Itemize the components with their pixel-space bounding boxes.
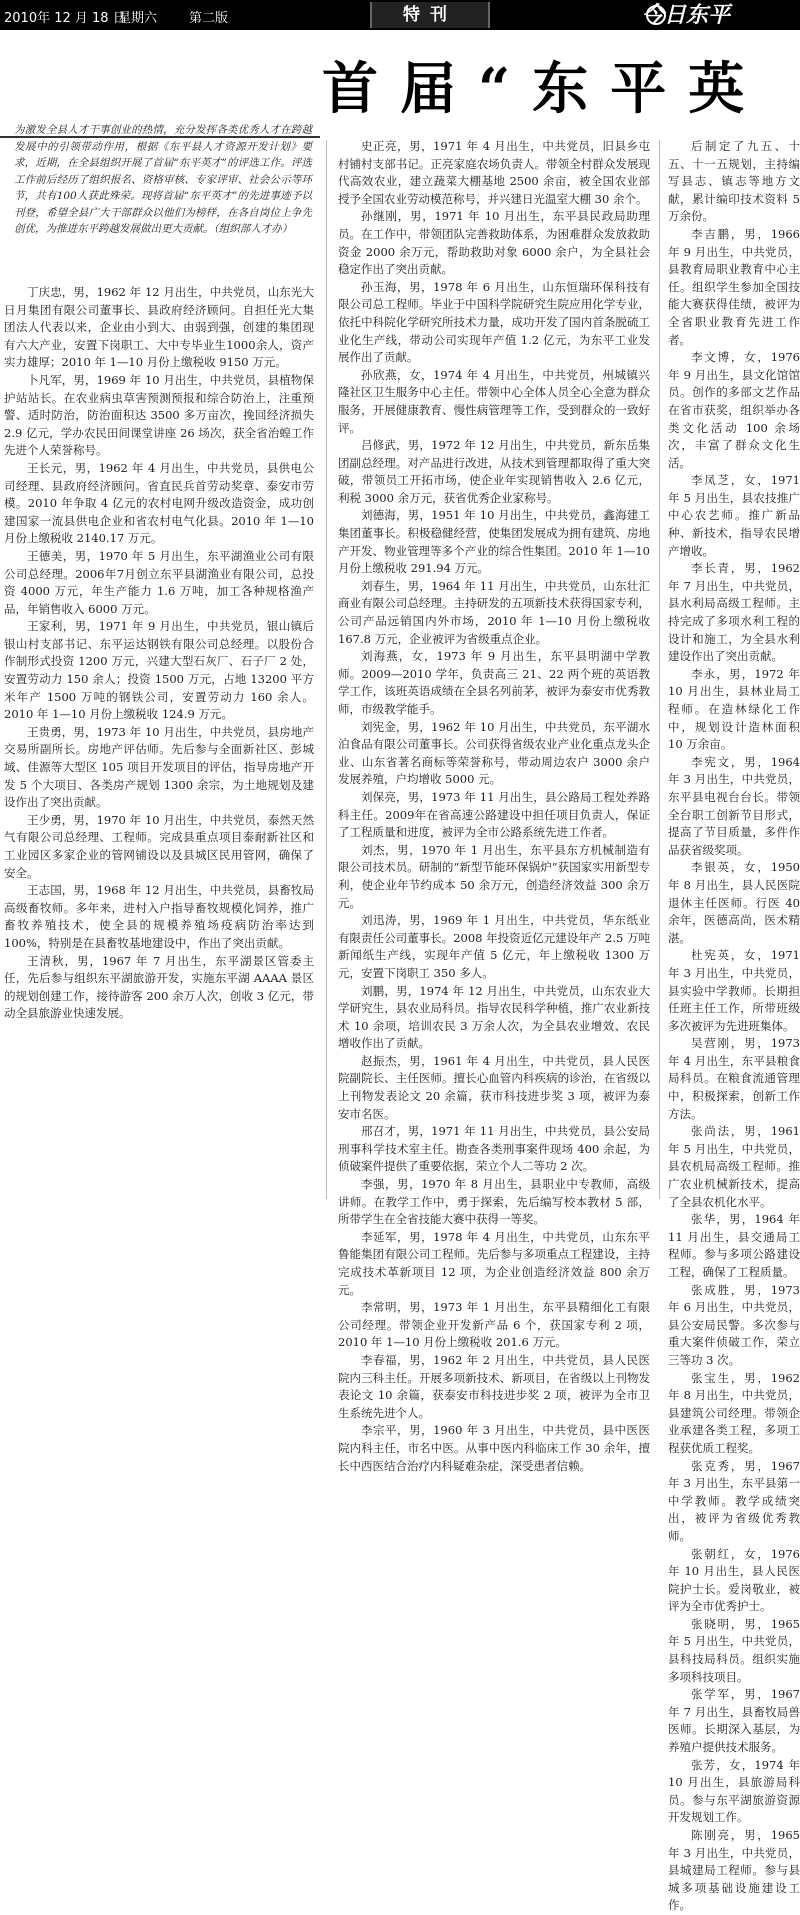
profile-paragraph: 陈刚亮，男，1965 年 3 月出生，中共党员，县城建局工程师。参与县城多项基础设施建设工作。 (668, 1828, 800, 1913)
profile-paragraph: 吴营刚，男，1973 年 4 月出生，东平县粮食局科员。在粮食流通管理中，积极探索，创新工作方法。 (668, 1036, 800, 1121)
profile-paragraph: 刘保亮，男，1973 年 11 月出生，县公路局工程处养路科主任。2009年在省高速公路建设中担任项目负责人，保证了工程质量和进度，被评为全市公路系统先进工作者。 (338, 789, 650, 840)
column-divider (326, 140, 327, 1199)
issue-weekday: 星期六 (118, 11, 158, 26)
profile-paragraph: 王德美，男，1970 年 5 月出生，东平湖渔业公司有限公司总经理。2006年7月创立东平县湖渔业有限公司，总投资 4000 万元，年生产能力 1.6 万吨，加工各种规格渔产品，年销售收入 6000 万元。 (4, 548, 314, 616)
profile-paragraph: 张克秀，男，1967 年 3 月出生，东平县第一中学教师。教学成绩突出，被评为省级优秀教师。 (668, 1458, 800, 1543)
profile-paragraph: 李延军，男，1978 年 4 月出生，中共党员，山东东平鲁能集团有限公司工程师。先后参与多项重点工程建设，主持完成技术革新项目 12 项，为企业创造经济效益 800 余万元。 (338, 1229, 650, 1297)
profile-paragraph: 后制定了九五、十五、十一五规划，主持编写县志、镇志等地方文献，累计编印技术资料 5 万余份。 (668, 139, 800, 224)
profile-paragraph: 赵振杰，男，1961 年 4 月出生，中共党员，县人民医院副院长、主任医师。擅长心血管内科疾病的诊治，在省级以上刊物发表论文 20 余篇，获市科技进步奖 3 项，被评为泰安市名医。 (338, 1053, 650, 1121)
profile-paragraph: 王少勇，男，1970 年 10 月出生，中共党员，泰然天然气有限公司总经理、工程师。完成县重点项目泰耐新社区和工业园区多家企业的管网铺设以及县城区民用管网，确保了安全。 (4, 812, 314, 880)
profile-paragraph: 张芳，女，1974 年 10 月出生，县旅游局科员。参与东平湖旅游资源开发规划工作。 (668, 1757, 800, 1825)
profile-paragraph: 张尚法，男，1961 年 5 月出生，中共党员，县农机局高级工程师。推广农业机械新技术，提高了全县农机化水平。 (668, 1124, 800, 1209)
profile-paragraph: 邢召才，男，1971 年 11 月出生，中共党员，县公安局刑事科学技术室主任。勘查各类刑事案件现场 400 余起，为侦破案件提供了重要依据，荣立个人二等功 2 次。 (338, 1124, 650, 1174)
profile-paragraph: 张华，男，1964 年 11 月出生，县交通局工程师。参与多项公路建设工程，确保了工程质量。 (668, 1212, 800, 1279)
profile-paragraph: 张学军，男，1967 年 7 月出生，县畜牧局兽医师。长期深入基层，为养殖户提供技术服务。 (668, 1687, 800, 1755)
column-divider (659, 140, 660, 1199)
profile-paragraph: 刘杰，男，1970 年 1 月出生，东平县东方机械制造有限公司技术员。研制的“新型节能环保锅炉”获国家实用新型专利，使企业年节约成本 50 余万元，创造经济效益 300 余万元。 (338, 842, 650, 910)
profile-paragraph: 杜宪英，女，1971 年 3 月出生，中共党员，县实验中学教师。长期担任班主任工作，所带班级多次被评为先进班集体。 (668, 948, 800, 1033)
article-column-3 (668, 138, 800, 1913)
profile-paragraph: 卜凡军，男，1969 年 10 月出生，中共党员，县植物保护站站长。在农业病虫草害预测预报和综合防治上，注重预警、适时防治，防治面积达 3500 多万亩次，挽回经济损失 2.9 亿元，学办农民田间课堂讲座 26 场次，获全省治蝗工作先进个人荣誉称号。 (4, 372, 314, 458)
profile-paragraph: 王家利，男，1971 年 9 月出生，中共党员，银山镇后银山村支部书记、东平运达钢铁有限公司总经理。以股份合作制形式投资 1200 万元，兴建大型石灰厂、石子厂 2 处，安置劳动力 150 余人；投资 1500 万元，占地 13200 平方米年产 1500 万吨的钢铁公司，安置劳动力 160 余人。2010 年 1—10 月份上缴税收 124.9 万元。 (4, 619, 314, 722)
profile-paragraph: 张宝生，男，1962 年 8 月出生，中共党员，县建筑公司经理。带领企业承建各类工程，多项工程获优质工程奖。 (668, 1370, 800, 1455)
profile-paragraph: 吕修武，男，1972 年 12 月出生，中共党员，新东岳集团副总经理。对产品进行改进，从技术到管理都取得了重大突破，带领员工开拓市场，使企业年实现销售收入 2.6 亿元，利税 3000 余万元，获省优秀企业家称号。 (338, 438, 650, 505)
profile-paragraph: 王志国，男，1968 年 12 月出生，中共党员，县畜牧局高级畜牧师。多年来，进村入户指导畜牧规模化饲养，推广畜牧养殖技术，使全县的规模养殖场疫病防治率达到 100%，特别是在县畜牧基地建设中，作出了突出贡献。 (4, 883, 314, 950)
profile-paragraph: 李长青，男，1962 年 7 月出生，中共党员，县水利局高级工程师。主持完成了多项水利工程的设计和施工，为全县水利建设作出了突出贡献。 (668, 561, 800, 664)
profile-paragraph: 李银英，女，1950 年 8 月出生，县人民医院退休主任医师。行医 40 余年，医德高尚，医术精湛。 (668, 860, 800, 945)
profile-paragraph: 刘德海，男，1951 年 10 月出生，中共党员，鑫海建工集团董事长。积极稳健经营，使集团发展成为拥有建筑、房地产开发、物业管理等多个产业的综合性集团。2010 年 1—10 月份上缴税收 291.94 万元。 (338, 508, 650, 576)
article-column-1 (4, 284, 314, 1199)
intro-paragraph: 为激发全县人才干事创业的热情，充分发挥各类优秀人才在跨越发展中的引领带动作用，根据《东平县人才资源开发计划》要求，近期，在全县组织开展了首届“东平英才”的评选工作。评选工作前后经历了组织报名、资格审核、专家评审、社会公示等环节，共有100人获此殊荣。现将首届“东平英才”的先进事迹予以刊登，希望全县广大干部群众以他们为榜样，在各自岗位上争先创优，为推进东平跨越发展做出更大贡献。（组织部人才办） (14, 124, 312, 235)
profile-paragraph: 张晓明，男，1965 年 5 月出生，中共党员，县科技局科员。组织实施多项科技项目。 (668, 1616, 800, 1684)
profile-paragraph: 孙欣燕，女，1974 年 4 月出生，中共党员，州城镇兴隆社区卫生服务中心主任。带领中心全体人员全心全意为群众服务，开展健康教育、慢性病管理等工作，受到群众的一致好评。 (338, 367, 650, 435)
profile-paragraph: 王长元，男，1962 年 4 月出生，中共党员，县供电公司经理、县政府经济顾问。省直民兵首劳动奖章、泰安市劳模。2010 年争取 4 亿元的农村电网升级改造资金，成功创建国家一流县供电企业和省农村电气化县。2010 年 1—10 月份上缴税收 2140.17 万元。 (4, 460, 314, 546)
profile-paragraph: 李宗平，男，1960 年 3 月出生，中共党员，县中医医院内科主任，市名中医。从事中医内科临床工作 30 余年，擅长中西医结合治疗内科疑难杂症，深受患者信赖。 (338, 1423, 650, 1473)
page-number: 第二版 (189, 11, 229, 26)
profile-paragraph: 李文博，女，1976 年 9 月出生，县文化馆馆员。创作的多部文艺作品在省市获奖，组织举办各类文化活动 100 余场次，丰富了群众文化生活。 (668, 350, 800, 470)
profile-paragraph: 李吉鹏，男，1966 年 9 月出生，中共党员，县教育局职业教育中心主任。组织学生参加全国技能大赛获得佳绩，被评为全省职业教育先进工作者。 (668, 226, 800, 347)
profile-paragraph: 史正亮，男，1971 年 4 月出生，中共党员，旧县乡屯村铺村支部书记。正亮家庭农场负责人。带领全村群众发展现代高效农业，建立蔬菜大棚基地 2500 余亩，被全国农业部授予全国农业劳动模范称号，并兴建日光温室大棚 30 余个。 (338, 139, 650, 206)
profile-paragraph: 丁庆忠，男，1962 年 12 月出生，中共党员，山东光大日月集团有限公司董事长、县政府经济顾问。自担任光大集团法人代表以来，企业由小到大、由弱到强，创建的集团现有六大产业，安置下岗职工、大中专毕业生1000余人，资产实力雄厚；2010 年 1—10 月份上缴税收 9150 万元。 (4, 285, 314, 370)
headline: 首届“东平英 (322, 56, 767, 122)
profile-paragraph: 刘海燕，女，1973 年 9 月出生，东平县明湖中学教师。2009—2010 学年，负责高三 21、22 两个班的英语教学工作，该班英语成绩在全县名列前茅，被评为泰安市优秀教师，市级教学能手。 (338, 649, 650, 716)
profile-paragraph: 刘春生，男，1964 年 11 月出生，中共党员，山东壮汇商业有限公司总经理。主持研发的五项新技术获得国家专利，公司产品远销国内外市场，2010 年 1—10 月份上缴税收 167.8 万元，企业被评为省级重点企业。 (338, 578, 650, 646)
profile-paragraph: 孙玉海，男，1978 年 6 月出生，山东恒瑞环保科技有限公司总工程师。毕业于中国科学院研究生院应用化学专业，依托中科院化学研究所技术力量，成功开发了国内首条脱硫工业化生产线，带动公司实现年产值 1.2 亿元，为东平工业发展作出了贡献。 (338, 279, 650, 365)
profile-paragraph: 张朝红，女，1976 年 10 月出生，县人民医院护士长。爱岗敬业，被评为全市优秀护士。 (668, 1546, 800, 1614)
profile-paragraph: 李春福，男，1962 年 2 月出生，中共党员，县人民医院内三科主任。开展多项新技术、新项目，在省级以上刊物发表论文 10 余篇，获泰安市科技进步奖 2 项，被评为全市卫生系统先进个人。 (338, 1352, 650, 1420)
issue-date: 2010年 12 月 18 日 (4, 11, 126, 26)
profile-paragraph: 李宪文，男，1964 年 3 月出生，中共党员，东平县电视台台长。带领全台职工创新节目形式，提高了节目质量，多件作品获省级奖项。 (668, 754, 800, 857)
profile-paragraph: 孙继刚，男，1971 年 10 月出生，东平县民政局助理员。在工作中，带领团队完善救助体系，为困难群众发放救助资金 2000 余万元，帮助救助对象 6000 余户，为全县社会稳定作出了突出贡献。 (338, 209, 650, 277)
profile-paragraph: 王清秋，男，1967 年 7 月出生，东平湖景区管委主任，先后参与组织东平湖旅游开发，实施东平湖 AAAA 景区的规划创建工作，接待游客 200 余万人次，创收 3 亿元，带动全县旅游业快速发展。 (4, 953, 314, 1021)
masthead: 今日东平 (642, 2, 731, 28)
profile-paragraph: 刘宪金，男，1962 年 10 月出生，中共党员，东平湖水泊食品有限公司董事长。公司获得省级农业产业化重点龙头企业、山东省著名商标等荣誉称号，带动周边农户 3000 余户发展养殖，户均增收 5000 元。 (338, 719, 650, 787)
profile-paragraph: 刘迅涛，男，1969 年 1 月出生，中共党员，华东纸业有限责任公司董事长。2008 年投资近亿元建设年产 2.5 万吨新闻纸生产线，实现年产值 5 亿元，年上缴税收 1300 万元，安置下岗职工 350 多人。 (338, 913, 650, 980)
profile-paragraph: 李永，男，1972 年 10 月出生，县林业局工程师。在造林绿化工作中，规划设计造林面积 10 万余亩。 (668, 666, 800, 752)
profile-paragraph: 李强，男，1970 年 8 月出生，县职业中专教师，高级讲师。在教学工作中，勇于探索，先后编写校本教材 5 部，所带学生在全省技能大赛中获得一等奖。 (338, 1177, 650, 1227)
profile-paragraph: 李常明，男，1973 年 1 月出生，东平县精细化工有限公司经理。带领企业开发新产品 6 个，获国家专利 2 项，2010 年 1—10 月份上缴税收 201.6 万元。 (338, 1300, 650, 1350)
profile-paragraph: 刘鹏，男，1974 年 12 月出生，中共党员，山东农业大学研究生，县农业局科员。指导农民科学种植，推广农业新技术 10 余项，培训农民 3 万余人次，为全县农业增效、农民增收作出了贡献。 (338, 983, 650, 1051)
article-column-2 (338, 138, 650, 1473)
profile-paragraph: 李凤芝，女，1971 年 5 月出生，县农技推广中心农艺师。推广新品种、新技术，指导农民增产增收。 (668, 473, 800, 558)
profile-paragraph: 张成胜，男，1973 年 6 月出生，中共党员，县公安局民警。多次参与重大案件侦破工作，荣立三等功 3 次。 (668, 1282, 800, 1367)
header-bar (0, 0, 800, 30)
section-title: 特刊 (370, 2, 490, 28)
profile-paragraph: 王贵勇，男，1973 年 10 月出生，中共党员，县房地产交易所副所长。房地产评估师。先后参与全面新社区、彭城域、佳源等大型区 105 项目开发项目的评估，指导房地产开发 5 个大项目、各类房产规划 1300 余宗，为土地规划及建设作出了突出贡献。 (4, 724, 314, 810)
